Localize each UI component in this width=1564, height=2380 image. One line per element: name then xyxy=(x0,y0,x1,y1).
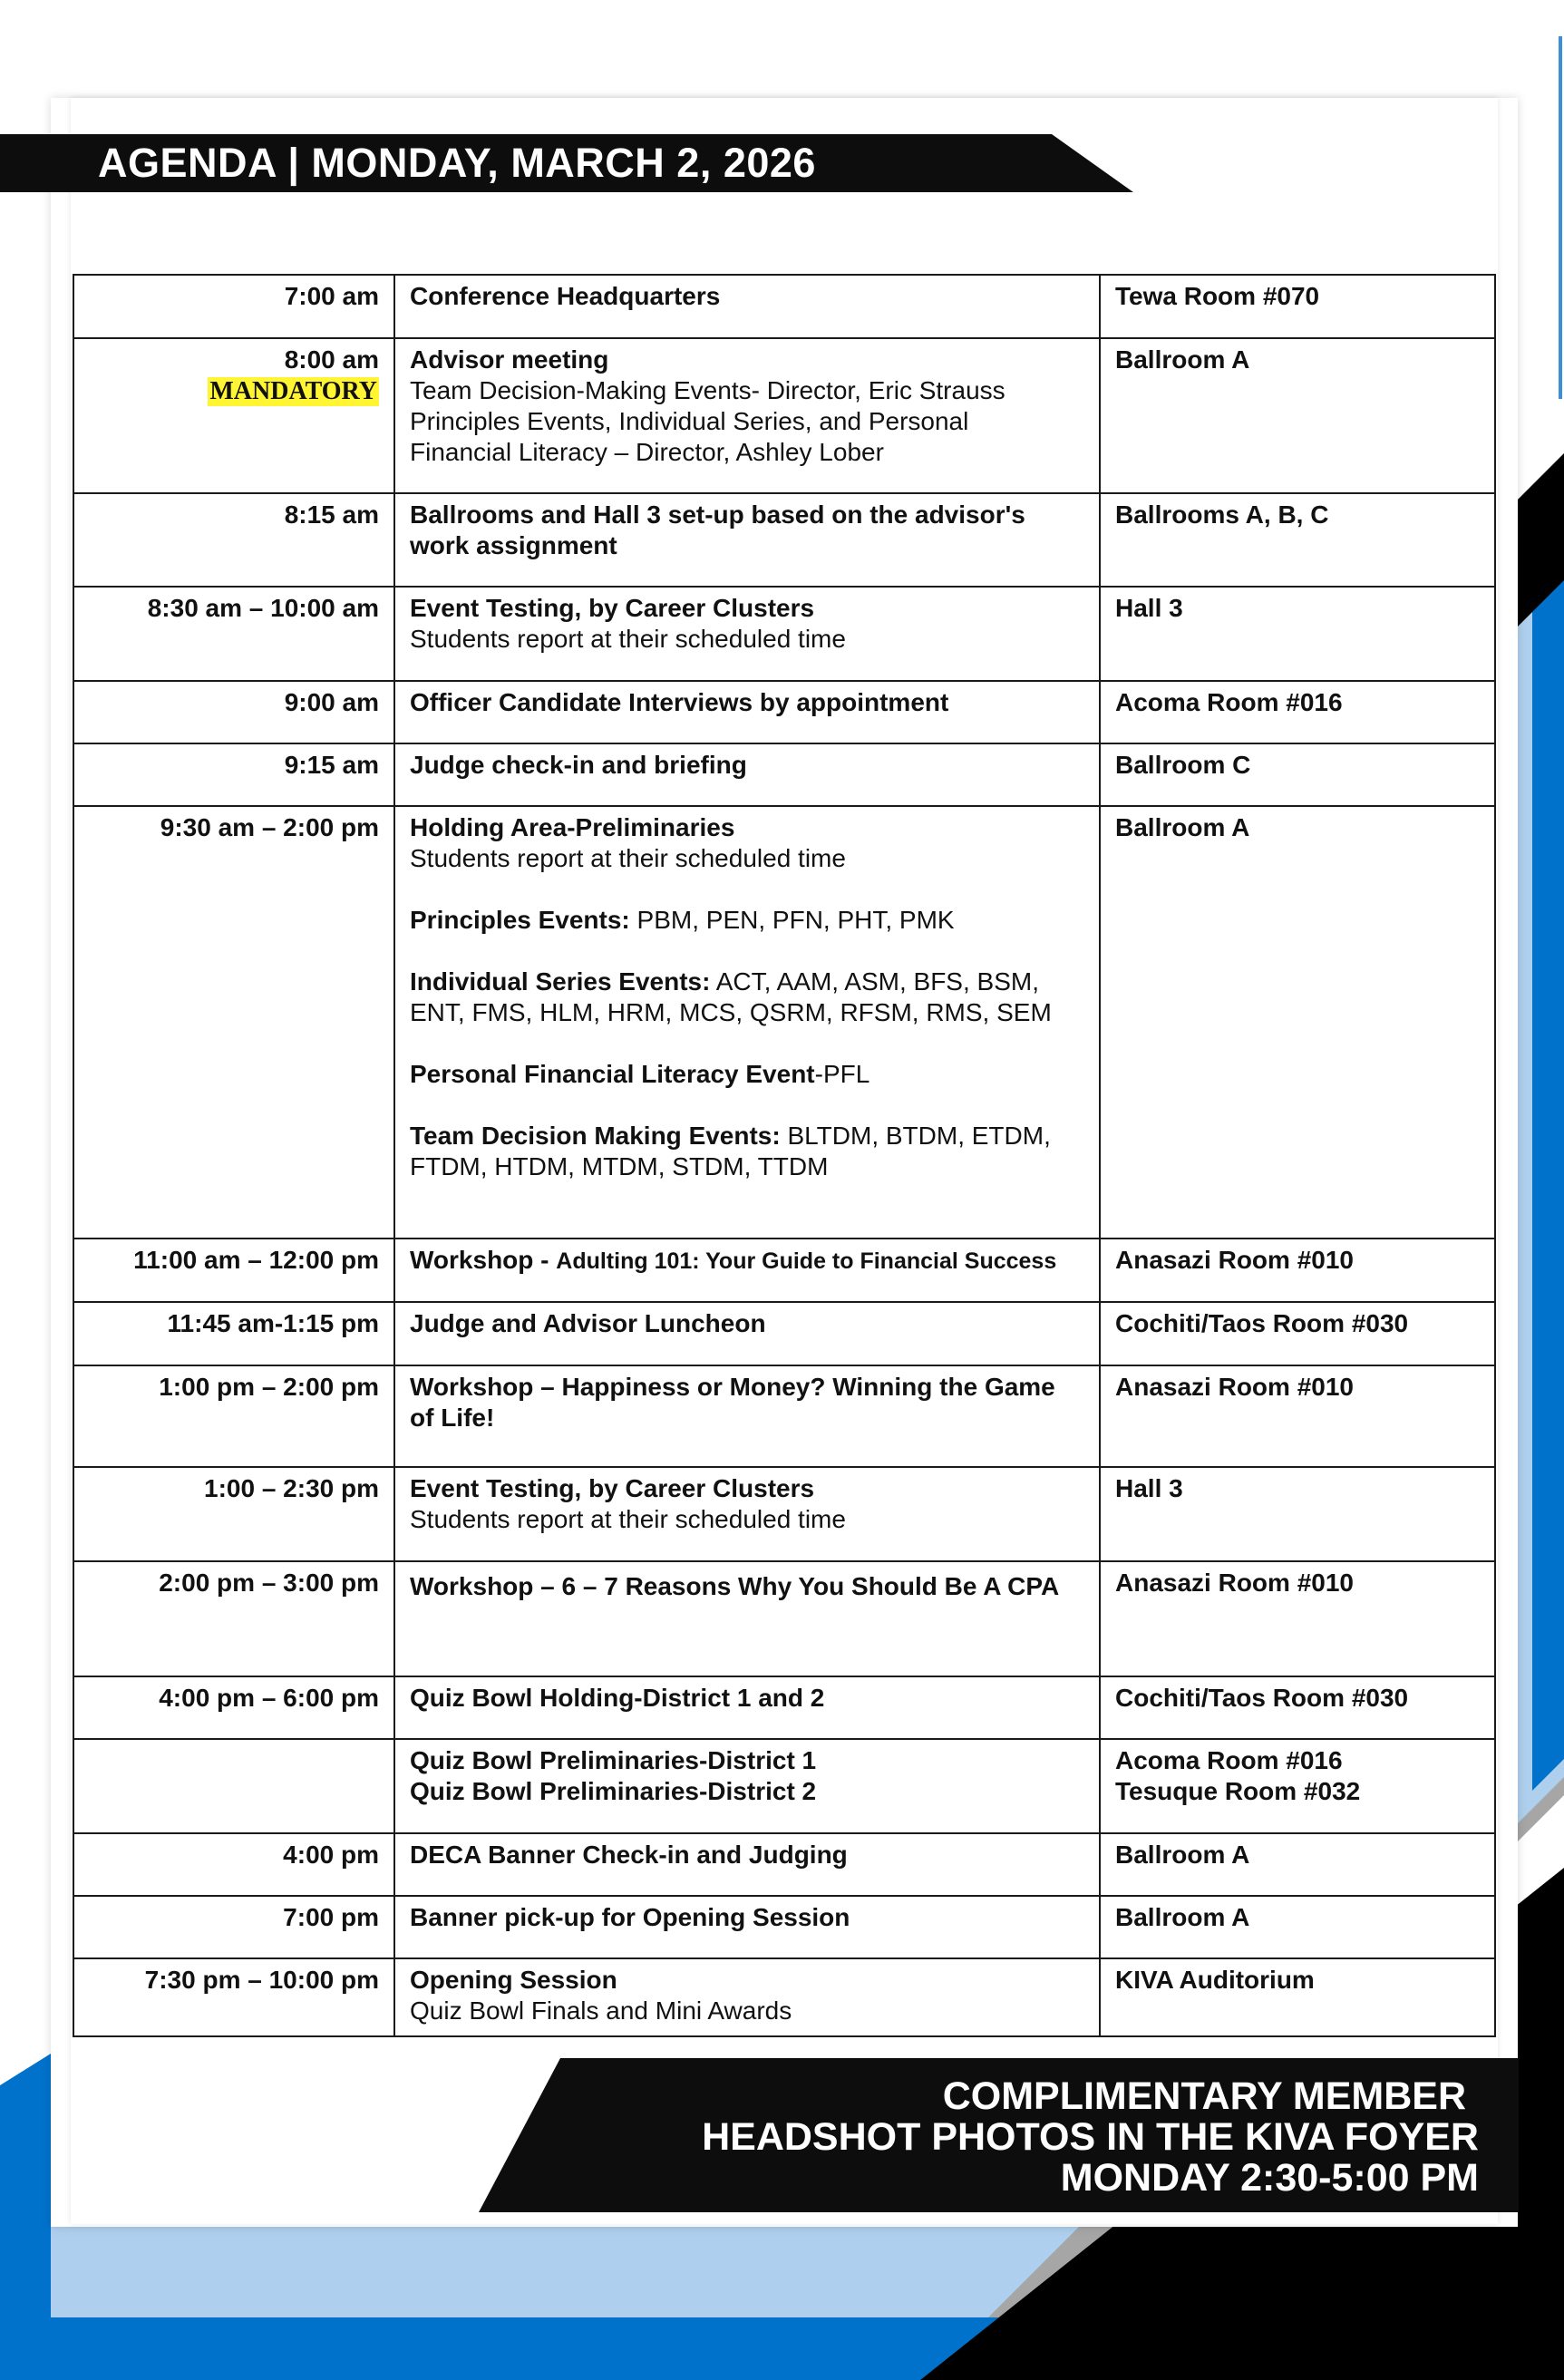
agenda-row xyxy=(73,275,1495,338)
row-title: Quiz Bowl Holding-District 1 and 2 xyxy=(394,1676,1100,1739)
row-subtitle: Quiz Bowl Finals and Mini Awards xyxy=(410,1996,792,2025)
row-detail xyxy=(394,338,1100,493)
agenda-row xyxy=(73,1896,1495,1958)
agenda-row xyxy=(73,1467,1495,1561)
row-time: 1:00 pm – 2:00 pm xyxy=(73,1365,394,1467)
event-group-label: Individual Series Events: xyxy=(410,967,711,996)
row-time: 8:00 am xyxy=(284,345,379,374)
row-location: Tesuque Room #032 xyxy=(1115,1777,1361,1805)
row-time: 11:00 am – 12:00 pm xyxy=(73,1239,394,1302)
row-location: Anasazi Room #010 xyxy=(1100,1239,1495,1302)
agenda-row xyxy=(73,743,1495,806)
row-subtitle: Students report at their scheduled time xyxy=(410,625,846,653)
row-time: 4:00 pm – 6:00 pm xyxy=(73,1676,394,1739)
row-title: Opening Session xyxy=(410,1966,617,1994)
agenda-row xyxy=(73,1958,1495,2036)
row-line: Principles Events, Individual Series, and Personal xyxy=(410,407,969,435)
row-time: 7:30 pm – 10:00 pm xyxy=(73,1958,394,2036)
row-time: 9:30 am – 2:00 pm xyxy=(73,806,394,1239)
event-group xyxy=(410,1121,1084,1182)
row-location: KIVA Auditorium xyxy=(1100,1958,1495,2036)
row-title: Conference Headquarters xyxy=(394,275,1100,338)
row-title: Judge check-in and briefing xyxy=(394,743,1100,806)
agenda-row xyxy=(73,1676,1495,1739)
row-subtitle: Students report at their scheduled time xyxy=(410,844,846,872)
row-title: Banner pick-up for Opening Session xyxy=(394,1896,1100,1958)
promo-line: MONDAY 2:30-5:00 PM xyxy=(1060,2156,1479,2200)
row-location: Anasazi Room #010 xyxy=(1100,1365,1495,1467)
row-location: Cochiti/Taos Room #030 xyxy=(1100,1302,1495,1365)
row-detail xyxy=(394,806,1100,1239)
row-title: Quiz Bowl Preliminaries-District 2 xyxy=(410,1777,817,1805)
agenda-row xyxy=(73,1302,1495,1365)
row-title: DECA Banner Check-in and Judging xyxy=(394,1833,1100,1896)
row-location: Ballroom A xyxy=(1100,1833,1495,1896)
event-group-label: Principles Events: xyxy=(410,906,630,934)
page-title: AGENDA | MONDAY, MARCH 2, 2026 xyxy=(98,140,816,186)
right-blue-band xyxy=(1532,571,1564,1791)
event-group-codes: PBM, PEN, PFN, PHT, PMK xyxy=(636,906,955,934)
row-time: 8:15 am xyxy=(73,493,394,587)
row-title: Advisor meeting xyxy=(410,345,609,374)
event-group xyxy=(410,905,1084,936)
agenda-row xyxy=(73,338,1495,493)
row-time: 11:45 am-1:15 pm xyxy=(73,1302,394,1365)
row-time: 4:00 pm xyxy=(73,1833,394,1896)
row-time: 7:00 am xyxy=(73,275,394,338)
promo-text xyxy=(702,2076,1479,2199)
row-title-detail: Adulting 101: Your Guide to Financial Success xyxy=(556,1248,1057,1274)
row-time-cell xyxy=(73,338,394,493)
row-location: Ballroom A xyxy=(1100,338,1495,493)
agenda-row xyxy=(73,806,1495,1239)
event-group-codes: ACT, AAM, ASM, BFS, BSM, ENT, FMS, HLM, HRM, MCS, QSRM, RFSM, RMS, SEM xyxy=(410,967,1052,1026)
row-location: Hall 3 xyxy=(1100,587,1495,681)
row-line: Team Decision-Making Events- Director, Eric Strauss xyxy=(410,376,1005,404)
agenda-row xyxy=(73,1833,1495,1896)
row-time: 8:30 am – 10:00 am xyxy=(73,587,394,681)
row-detail xyxy=(394,1467,1100,1561)
row-time: 9:15 am xyxy=(73,743,394,806)
top-right-blue-line xyxy=(1559,36,1562,399)
row-detail xyxy=(394,587,1100,681)
row-location: Cochiti/Taos Room #030 xyxy=(1100,1676,1495,1739)
promo-line: COMPLIMENTARY MEMBER xyxy=(942,2074,1466,2118)
event-group-label: Personal Financial Literacy Event xyxy=(410,1060,815,1088)
agenda-row xyxy=(73,1739,1495,1833)
event-group-codes: BLTDM, BTDM, ETDM, FTDM, HTDM, MTDM, STDM, TTDM xyxy=(410,1122,1051,1180)
event-group xyxy=(410,1059,1084,1090)
row-location: Ballrooms A, B, C xyxy=(1100,493,1495,587)
row-detail xyxy=(394,1739,1100,1833)
row-title: Workshop – 6 – 7 Reasons Why You Should Be A CPA xyxy=(394,1561,1100,1676)
agenda-row xyxy=(73,1239,1495,1302)
row-detail xyxy=(394,1239,1100,1302)
promo-line: HEADSHOT PHOTOS IN THE KIVA FOYER xyxy=(702,2115,1479,2159)
row-title: Workshop - xyxy=(410,1246,549,1274)
row-location: Ballroom C xyxy=(1100,743,1495,806)
row-time xyxy=(73,1739,394,1833)
row-detail xyxy=(394,1958,1100,2036)
agenda-row xyxy=(73,681,1495,743)
agenda-row xyxy=(73,1561,1495,1676)
row-title: Holding Area-Preliminaries xyxy=(410,813,735,841)
mandatory-badge: MANDATORY xyxy=(209,377,377,405)
agenda-row xyxy=(73,587,1495,681)
agenda-row xyxy=(73,493,1495,587)
agenda-table xyxy=(73,274,1496,2037)
event-group-codes: -PFL xyxy=(814,1060,870,1088)
row-location: Ballroom A xyxy=(1100,1896,1495,1958)
row-title: Event Testing, by Career Clusters xyxy=(410,594,815,622)
row-time: 9:00 am xyxy=(73,681,394,743)
row-location: Tewa Room #070 xyxy=(1100,275,1495,338)
event-group-label: Team Decision Making Events: xyxy=(410,1122,781,1150)
row-title: Quiz Bowl Preliminaries-District 1 xyxy=(410,1746,817,1774)
row-location: Acoma Room #016 xyxy=(1100,681,1495,743)
row-time: 2:00 pm – 3:00 pm xyxy=(73,1561,394,1676)
row-location: Anasazi Room #010 xyxy=(1100,1561,1495,1676)
row-time: 1:00 – 2:30 pm xyxy=(73,1467,394,1561)
event-group xyxy=(410,967,1084,1028)
agenda-row xyxy=(73,1365,1495,1467)
row-time: 7:00 pm xyxy=(73,1896,394,1958)
row-line: Financial Literacy – Director, Ashley Lober xyxy=(410,438,884,466)
row-subtitle: Students report at their scheduled time xyxy=(410,1505,846,1533)
row-location: Acoma Room #016 xyxy=(1115,1746,1343,1774)
row-location: Ballroom A xyxy=(1100,806,1495,1239)
row-title: Judge and Advisor Luncheon xyxy=(394,1302,1100,1365)
row-location-cell xyxy=(1100,1739,1495,1833)
row-title: Officer Candidate Interviews by appointment xyxy=(394,681,1100,743)
row-location: Hall 3 xyxy=(1100,1467,1495,1561)
row-title: Ballrooms and Hall 3 set-up based on the advisor's work assignment xyxy=(394,493,1100,587)
row-title: Event Testing, by Career Clusters xyxy=(410,1474,815,1502)
row-title: Workshop – Happiness or Money? Winning the Game of Life! xyxy=(394,1365,1100,1467)
